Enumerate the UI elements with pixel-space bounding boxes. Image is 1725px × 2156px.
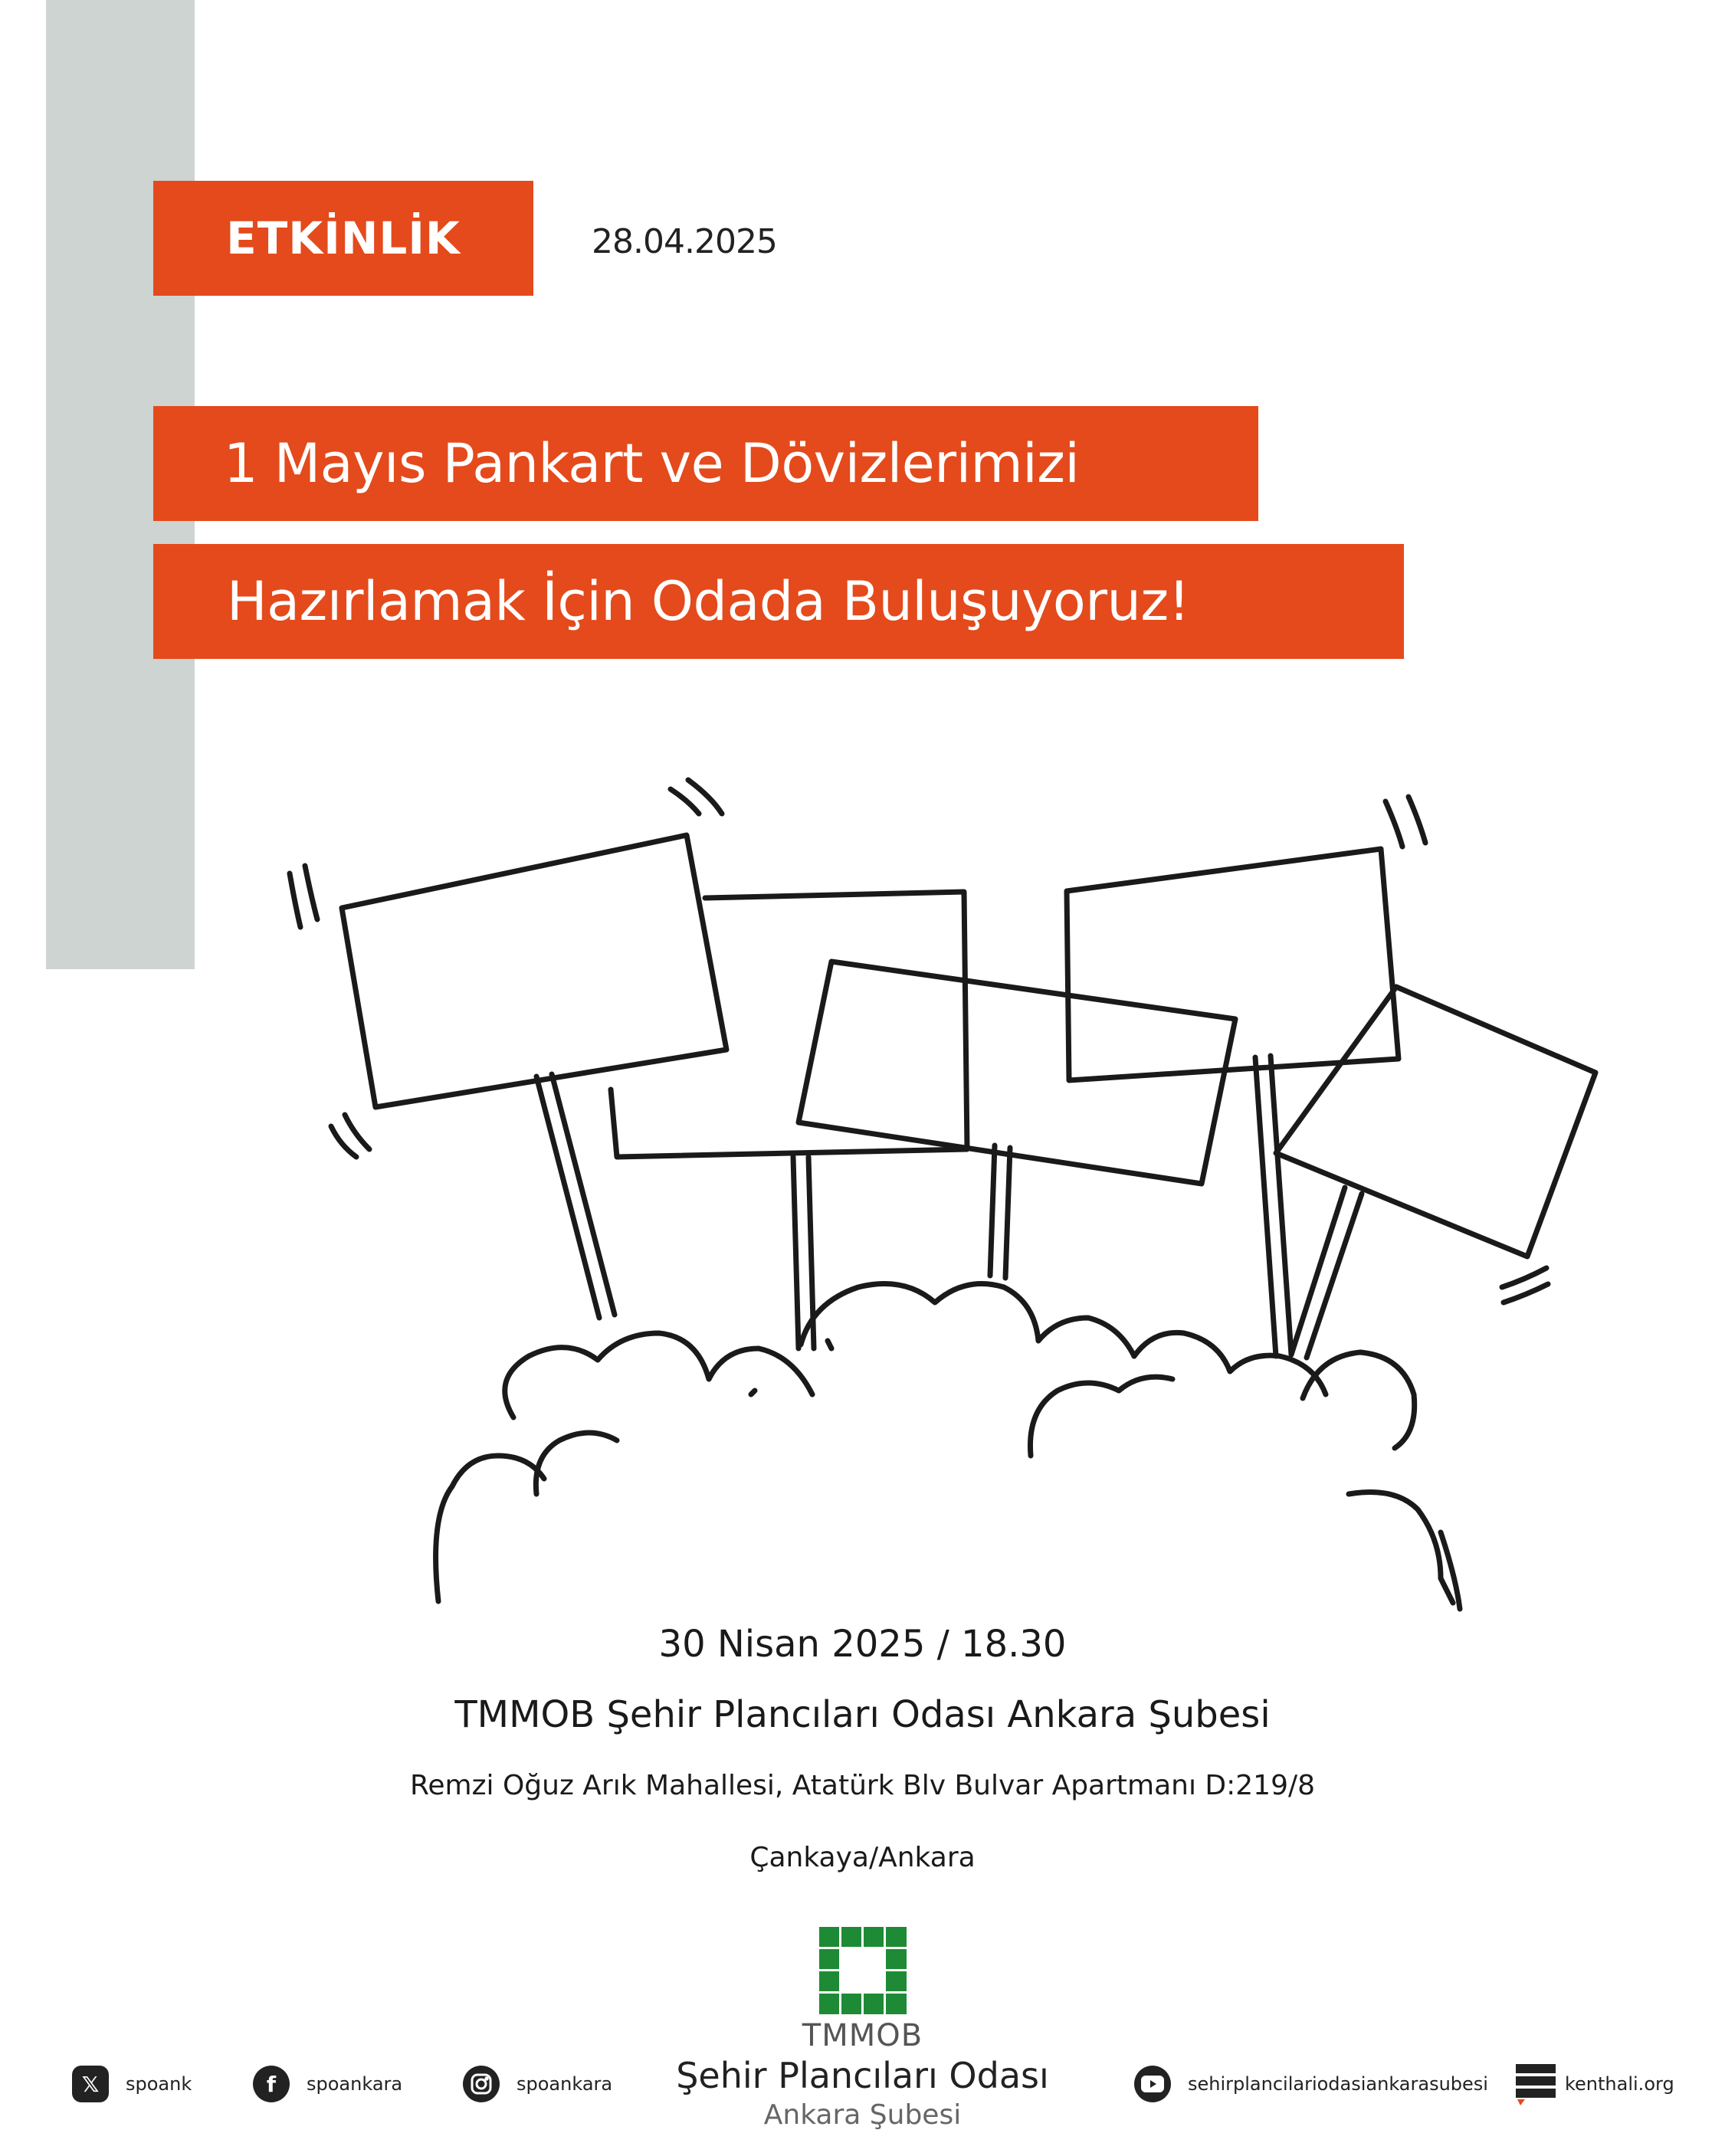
x-icon: 𝕏 <box>72 2066 109 2102</box>
logo-line-tmmob: TMMOB <box>802 2018 923 2053</box>
facebook-icon: f <box>253 2066 290 2102</box>
social-kenthali-handle: kenthali.org <box>1565 2073 1674 2095</box>
title-line-2: Hazırlamak İçin Odada Buluşuyoruz! <box>227 570 1190 633</box>
event-tag-label: ETKİNLİK <box>226 212 461 264</box>
social-youtube-handle: sehirplancilariodasiankarasubesi <box>1188 2073 1488 2095</box>
event-venue: TMMOB Şehir Plancıları Odası Ankara Şubesi <box>454 1693 1271 1736</box>
social-x-handle: spoank <box>126 2073 192 2095</box>
spo-logo-icon <box>819 1927 907 2014</box>
social-x[interactable] <box>72 2063 192 2105</box>
kenthali-icon <box>1514 2063 1557 2105</box>
social-facebook-handle: spoankara <box>307 2073 403 2095</box>
youtube-icon <box>1134 2066 1171 2102</box>
social-instagram[interactable] <box>463 2063 612 2105</box>
event-address-line-1: Remzi Oğuz Arık Mahallesi, Atatürk Blv Bulvar Apartmanı D:219/8 <box>409 1770 1316 1801</box>
post-date: 28.04.2025 <box>592 222 777 261</box>
social-facebook[interactable] <box>253 2063 402 2105</box>
event-address-line-2: Çankaya/Ankara <box>749 1842 976 1873</box>
title-line-1: 1 Mayıs Pankart ve Dövizlerimizi <box>224 432 1080 495</box>
social-instagram-handle: spoankara <box>517 2073 613 2095</box>
event-datetime: 30 Nisan 2025 / 18.30 <box>658 1623 1067 1666</box>
logo-line-org: Şehir Plancıları Odası <box>676 2055 1049 2096</box>
logo-line-branch: Ankara Şubesi <box>763 2099 962 2131</box>
instagram-icon <box>463 2066 500 2102</box>
social-kenthali[interactable] <box>1514 2063 1674 2105</box>
social-youtube[interactable] <box>1134 2063 1488 2105</box>
